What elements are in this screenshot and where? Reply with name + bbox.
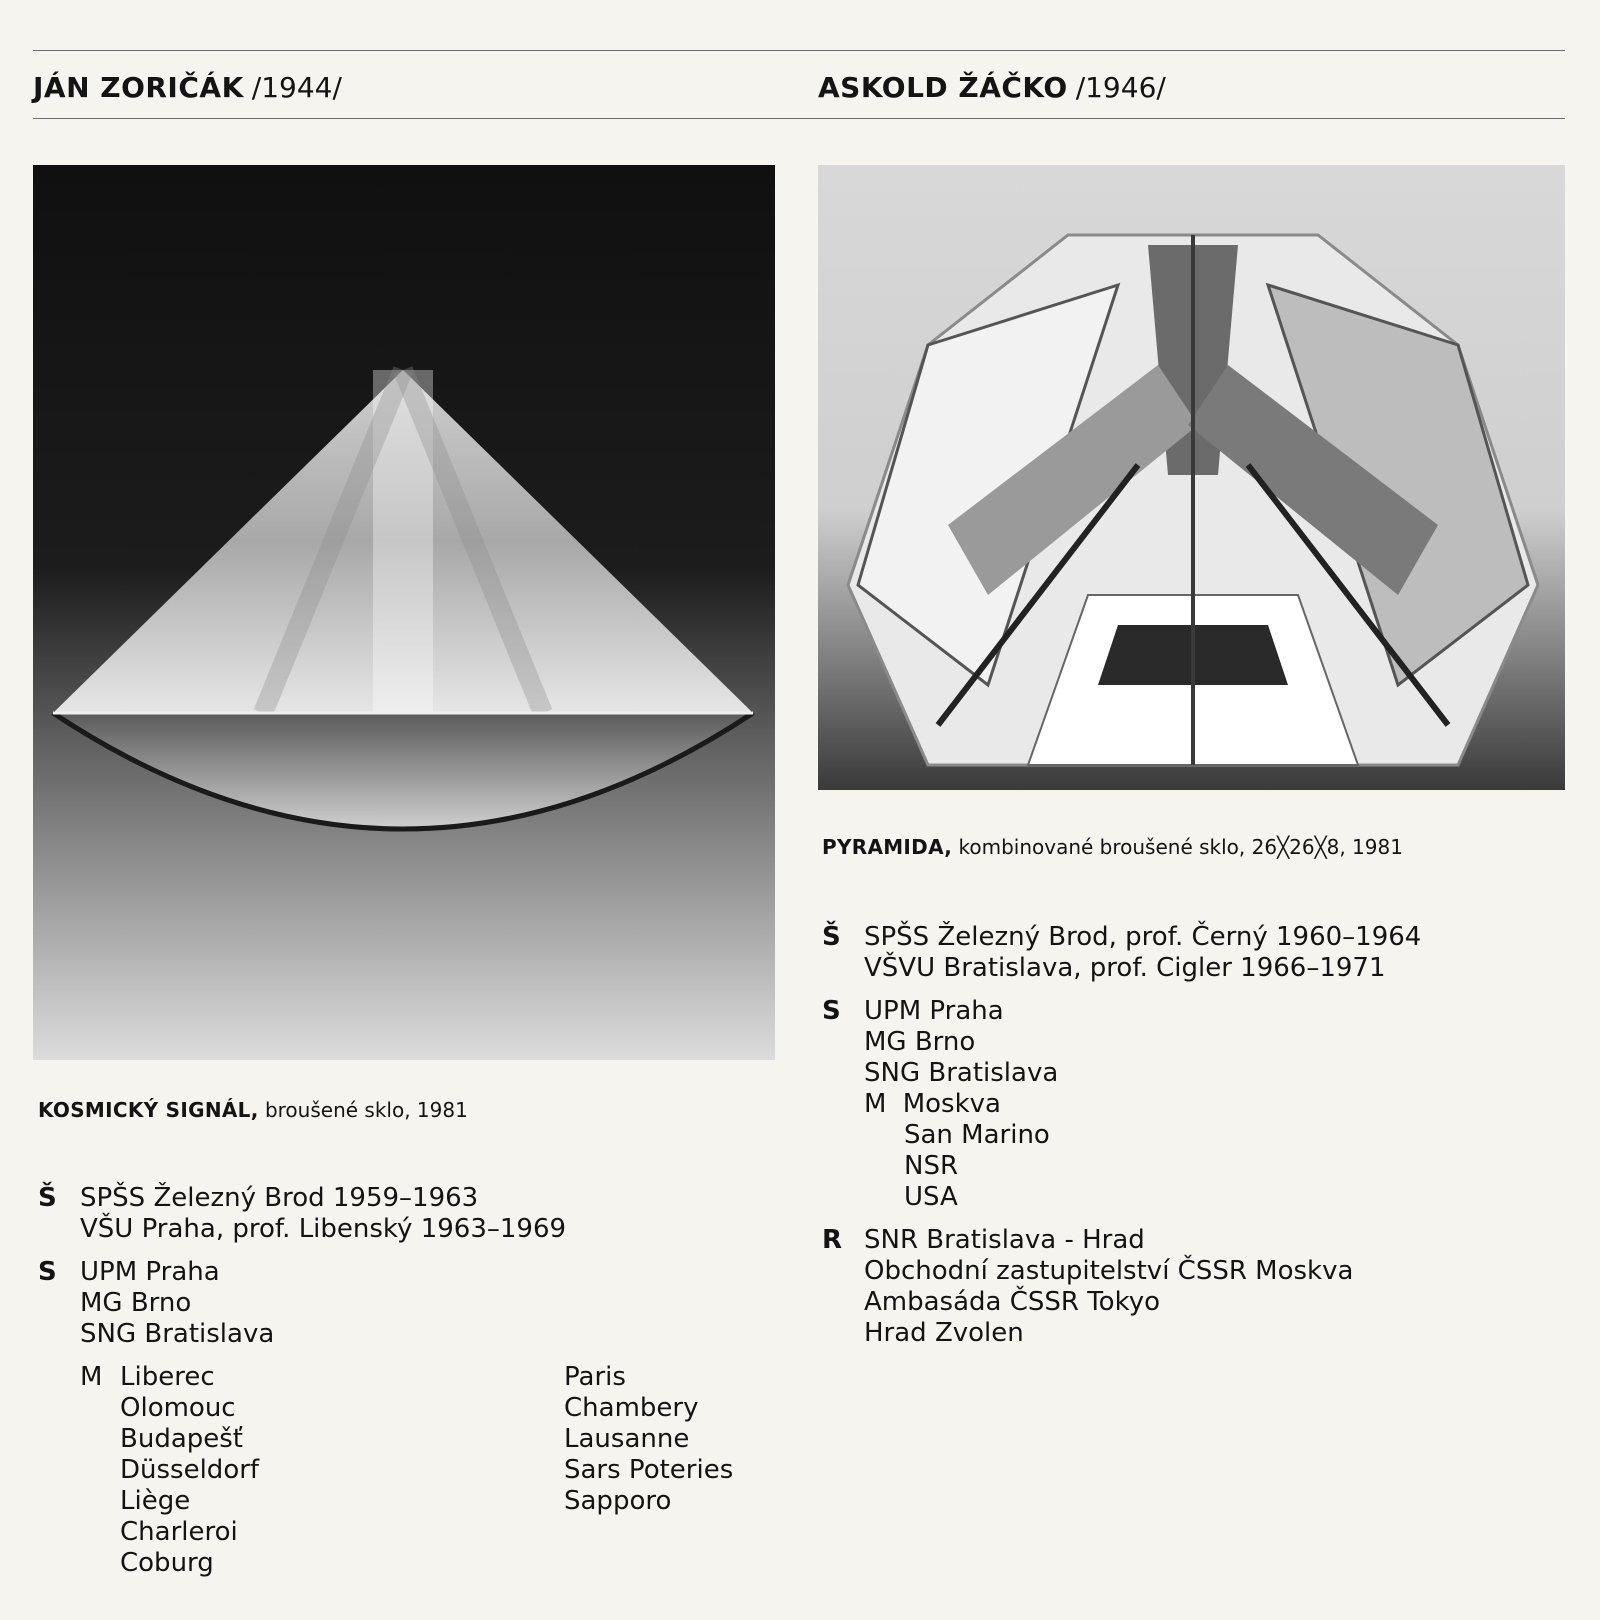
museum-first: Moskva xyxy=(902,1089,1001,1119)
study-key: Š xyxy=(38,1183,57,1213)
museum-line: Düsseldorf xyxy=(120,1455,260,1485)
artwork-caption-right xyxy=(822,834,1403,860)
collections-key: S xyxy=(38,1257,57,1287)
realization-line: SNR Bratislava - Hrad xyxy=(864,1225,1145,1255)
biography-right xyxy=(822,922,1562,1361)
museum-line: Coburg xyxy=(120,1548,214,1578)
artist-name: ASKOLD ŽÁČKO xyxy=(818,71,1068,104)
artwork-photo-left xyxy=(33,165,775,1060)
museum-line: NSR xyxy=(904,1151,959,1181)
artist-heading-left xyxy=(33,70,342,106)
study-line: VŠVU Bratislava, prof. Cigler 1966–1971 xyxy=(864,953,1386,983)
artwork-photo-right xyxy=(818,165,1565,790)
museum-line: Budapešť xyxy=(120,1424,243,1454)
realization-line: Obchodní zastupitelství ČSSR Moskva xyxy=(864,1256,1354,1286)
collection-line: UPM Praha xyxy=(80,1257,220,1287)
museum-line: Chambery xyxy=(564,1393,699,1423)
caption-title: KOSMICKÝ SIGNÁL, xyxy=(38,1098,259,1122)
study-line: VŠU Praha, prof. Libenský 1963–1969 xyxy=(80,1214,567,1244)
museum-line: Liège xyxy=(120,1486,191,1516)
artwork-caption-left xyxy=(38,1097,468,1123)
museum-line: USA xyxy=(904,1182,958,1212)
realization-line: Hrad Zvolen xyxy=(864,1318,1024,1348)
collection-line: MG Brno xyxy=(80,1288,192,1318)
pyramid-glass-image xyxy=(818,165,1565,790)
biography-left xyxy=(38,1183,778,1591)
collections-section xyxy=(38,1257,778,1579)
museum-line: Paris xyxy=(564,1362,626,1392)
collections-key: S xyxy=(822,996,841,1026)
artist-years: /1944/ xyxy=(251,71,342,104)
header-rule xyxy=(33,118,1565,119)
museum-line: Sapporo xyxy=(564,1486,672,1516)
museum-line: San Marino xyxy=(904,1120,1050,1150)
top-rule xyxy=(33,50,1565,51)
museum-line: Liberec xyxy=(120,1362,215,1392)
realizations-key: R xyxy=(822,1225,843,1255)
collection-line: SNG Bratislava xyxy=(864,1058,1059,1088)
realizations-section xyxy=(822,1225,1562,1349)
collection-line: SNG Bratislava xyxy=(80,1319,275,1349)
museums-list xyxy=(864,1120,1562,1213)
realization-line: Ambasáda ČSSR Tokyo xyxy=(864,1287,1161,1317)
museum-line: Charleroi xyxy=(120,1517,238,1547)
museums-key: M xyxy=(80,1362,103,1392)
caption-title: PYRAMIDA, xyxy=(822,835,953,859)
museum-line: Sars Poteries xyxy=(564,1455,734,1485)
collection-line: MG Brno xyxy=(864,1027,976,1057)
museums-column-2 xyxy=(564,1362,733,1517)
collections-section xyxy=(822,996,1562,1213)
museums-key: M xyxy=(864,1089,887,1119)
museum-line: Olomouc xyxy=(120,1393,236,1423)
artist-name: JÁN ZORIČÁK xyxy=(33,71,244,104)
caption-description: kombinované broušené sklo, 26╳26╳8, 1981 xyxy=(958,835,1403,859)
study-line: SPŠS Železný Brod, prof. Černý 1960–1964 xyxy=(864,922,1422,952)
museum-line: Lausanne xyxy=(564,1424,690,1454)
study-section xyxy=(38,1183,778,1245)
artist-heading-right xyxy=(818,70,1166,106)
study-key: Š xyxy=(822,922,841,952)
study-section xyxy=(822,922,1562,984)
cone-glass-image xyxy=(33,165,775,1060)
artist-years: /1946/ xyxy=(1075,71,1166,104)
museums-line xyxy=(864,1089,1562,1120)
museums-list xyxy=(80,1362,778,1579)
caption-description: broušené sklo, 1981 xyxy=(264,1098,468,1122)
study-line: SPŠS Železný Brod 1959–1963 xyxy=(80,1183,479,1213)
collection-line: UPM Praha xyxy=(864,996,1004,1026)
